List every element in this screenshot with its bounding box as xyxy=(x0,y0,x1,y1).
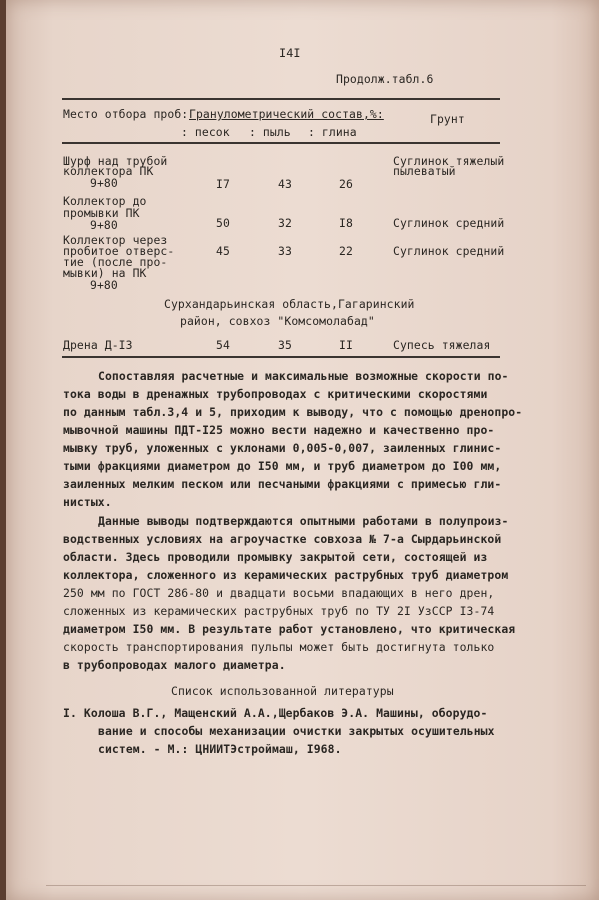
header-granulometry: Гранулометрический состав,%: xyxy=(189,107,384,121)
paragraph2-line: Данные выводы подтверждаются опытными работами в полупроиз- xyxy=(98,514,509,528)
paragraph1-line: мывку труб, уложенных с уклонами 0,005-0,007, заиленных глинис- xyxy=(63,441,502,455)
region-line1: Сурхандарьинская область,Гагаринский xyxy=(164,297,415,311)
drain-place: Дрена Д-I3 xyxy=(63,338,133,352)
paragraph2-line: в трубопроводах малого диаметра. xyxy=(63,658,286,672)
paragraph2-line: коллектора, сложенного из керамических раструбных труб диаметром xyxy=(63,568,509,582)
paragraph2-line: области. Здесь проводили промывку закрытой сети, состоящей из xyxy=(63,550,488,564)
row2-clay: I8 xyxy=(339,216,353,230)
reference1-line: систем. - М.: ЦНИИТЭстроймаш, I968. xyxy=(98,742,342,756)
header-sampling-place: Место отбора проб: xyxy=(63,107,189,121)
paragraph1-line: тока воды в дренажных трубопроводах с критическими скоростями xyxy=(63,387,488,401)
row2-sand: 50 xyxy=(216,216,230,230)
row1-soil-line1: Суглинок тяжелый xyxy=(393,154,505,168)
subheader-sand: : песок xyxy=(181,125,230,139)
paragraph2-line: сложенных из керамических раструбных труб по ТУ 2I УзССР I3-74 xyxy=(63,604,495,618)
row1-place-line1: Шурф над трубой xyxy=(63,154,168,168)
paragraph1-line: мывочной машины ПДТ-I25 можно вести надежно и качественно про- xyxy=(63,423,495,437)
row3-dust: 33 xyxy=(278,244,292,258)
paragraph1-line: тыми фракциями диаметром до I50 мм, и труб диаметром до I00 мм, xyxy=(63,459,502,473)
paragraph2-line: 250 мм по ГОСТ 286-80 и двадцати восьми впадающих в него дрен, xyxy=(63,586,495,600)
row1-sand: I7 xyxy=(216,177,230,191)
row3-place-line5: 9+80 xyxy=(90,278,118,292)
header-soil: Грунт xyxy=(430,112,465,126)
paragraph2-line: скорость транспортирования пульпы может быть достигнута только xyxy=(63,640,495,654)
row1-soil-line2: пылеватый xyxy=(393,164,456,178)
drain-soil: Супесь тяжелая xyxy=(393,338,491,352)
page-bottom-crease xyxy=(46,885,586,886)
table-continuation-label: Продолж.табл.6 xyxy=(336,72,434,86)
row2-place-line3: 9+80 xyxy=(90,218,118,232)
row2-soil: Суглинок средний xyxy=(393,216,505,230)
reference1-line: I. Колоша В.Г., Мащенский А.А.,Щербаков Э.А. Машины, оборудо- xyxy=(63,706,488,720)
row3-clay: 22 xyxy=(339,244,353,258)
paragraph1-line: заиленных мелким песком или песчаными фракциями с примесью гли- xyxy=(63,477,502,491)
row1-place-line3: 9+80 xyxy=(90,176,118,190)
row1-dust: 43 xyxy=(278,177,292,191)
paragraph1-line: по данным табл.3,4 и 5, приходим к выводу, что с помощью дренопро- xyxy=(63,405,523,419)
row3-soil: Суглинок средний xyxy=(393,244,505,258)
page-number: I4I xyxy=(279,46,301,60)
paragraph1-line: нистых. xyxy=(63,495,112,509)
row2-place-line2: промывки ПК xyxy=(63,206,140,220)
document-page xyxy=(6,0,599,900)
drain-sand: 54 xyxy=(216,338,230,352)
row3-place-line1: Коллектор через xyxy=(63,233,168,247)
drain-dust: 35 xyxy=(278,338,292,352)
row1-clay: 26 xyxy=(339,177,353,191)
reference1-line: вание и способы механизации очистки закрытых осушительных xyxy=(98,724,495,738)
row2-dust: 32 xyxy=(278,216,292,230)
row3-place-line2: пробитое отверс- xyxy=(63,244,175,258)
subheader-clay: : глина xyxy=(308,125,357,139)
row3-place-line4: мывки) на ПК xyxy=(63,266,147,280)
row3-sand: 45 xyxy=(216,244,230,258)
row2-place-line1: Коллектор до xyxy=(63,194,147,208)
table-bottom-rule xyxy=(62,356,500,358)
table-header-rule xyxy=(62,142,500,144)
paragraph1-line: Сопоставляя расчетные и максимальные возможные скорости по- xyxy=(98,369,509,383)
row1-place-line2: коллектора ПК xyxy=(63,164,154,178)
references-title: Список использованной литературы xyxy=(171,684,394,698)
paragraph2-line: водственных условиях на агроучастке совхоза № 7-а Сырдарьинской xyxy=(63,532,502,546)
region-line2: район, совхоз "Комсомолабад" xyxy=(180,314,375,328)
row3-place-line3: тие (после про- xyxy=(63,255,168,269)
subheader-dust: : пыль xyxy=(249,125,291,139)
table-top-rule xyxy=(62,98,500,100)
paragraph2-line: диаметром I50 мм. В результате работ установлено, что критическая xyxy=(63,622,516,636)
drain-clay: II xyxy=(339,338,353,352)
